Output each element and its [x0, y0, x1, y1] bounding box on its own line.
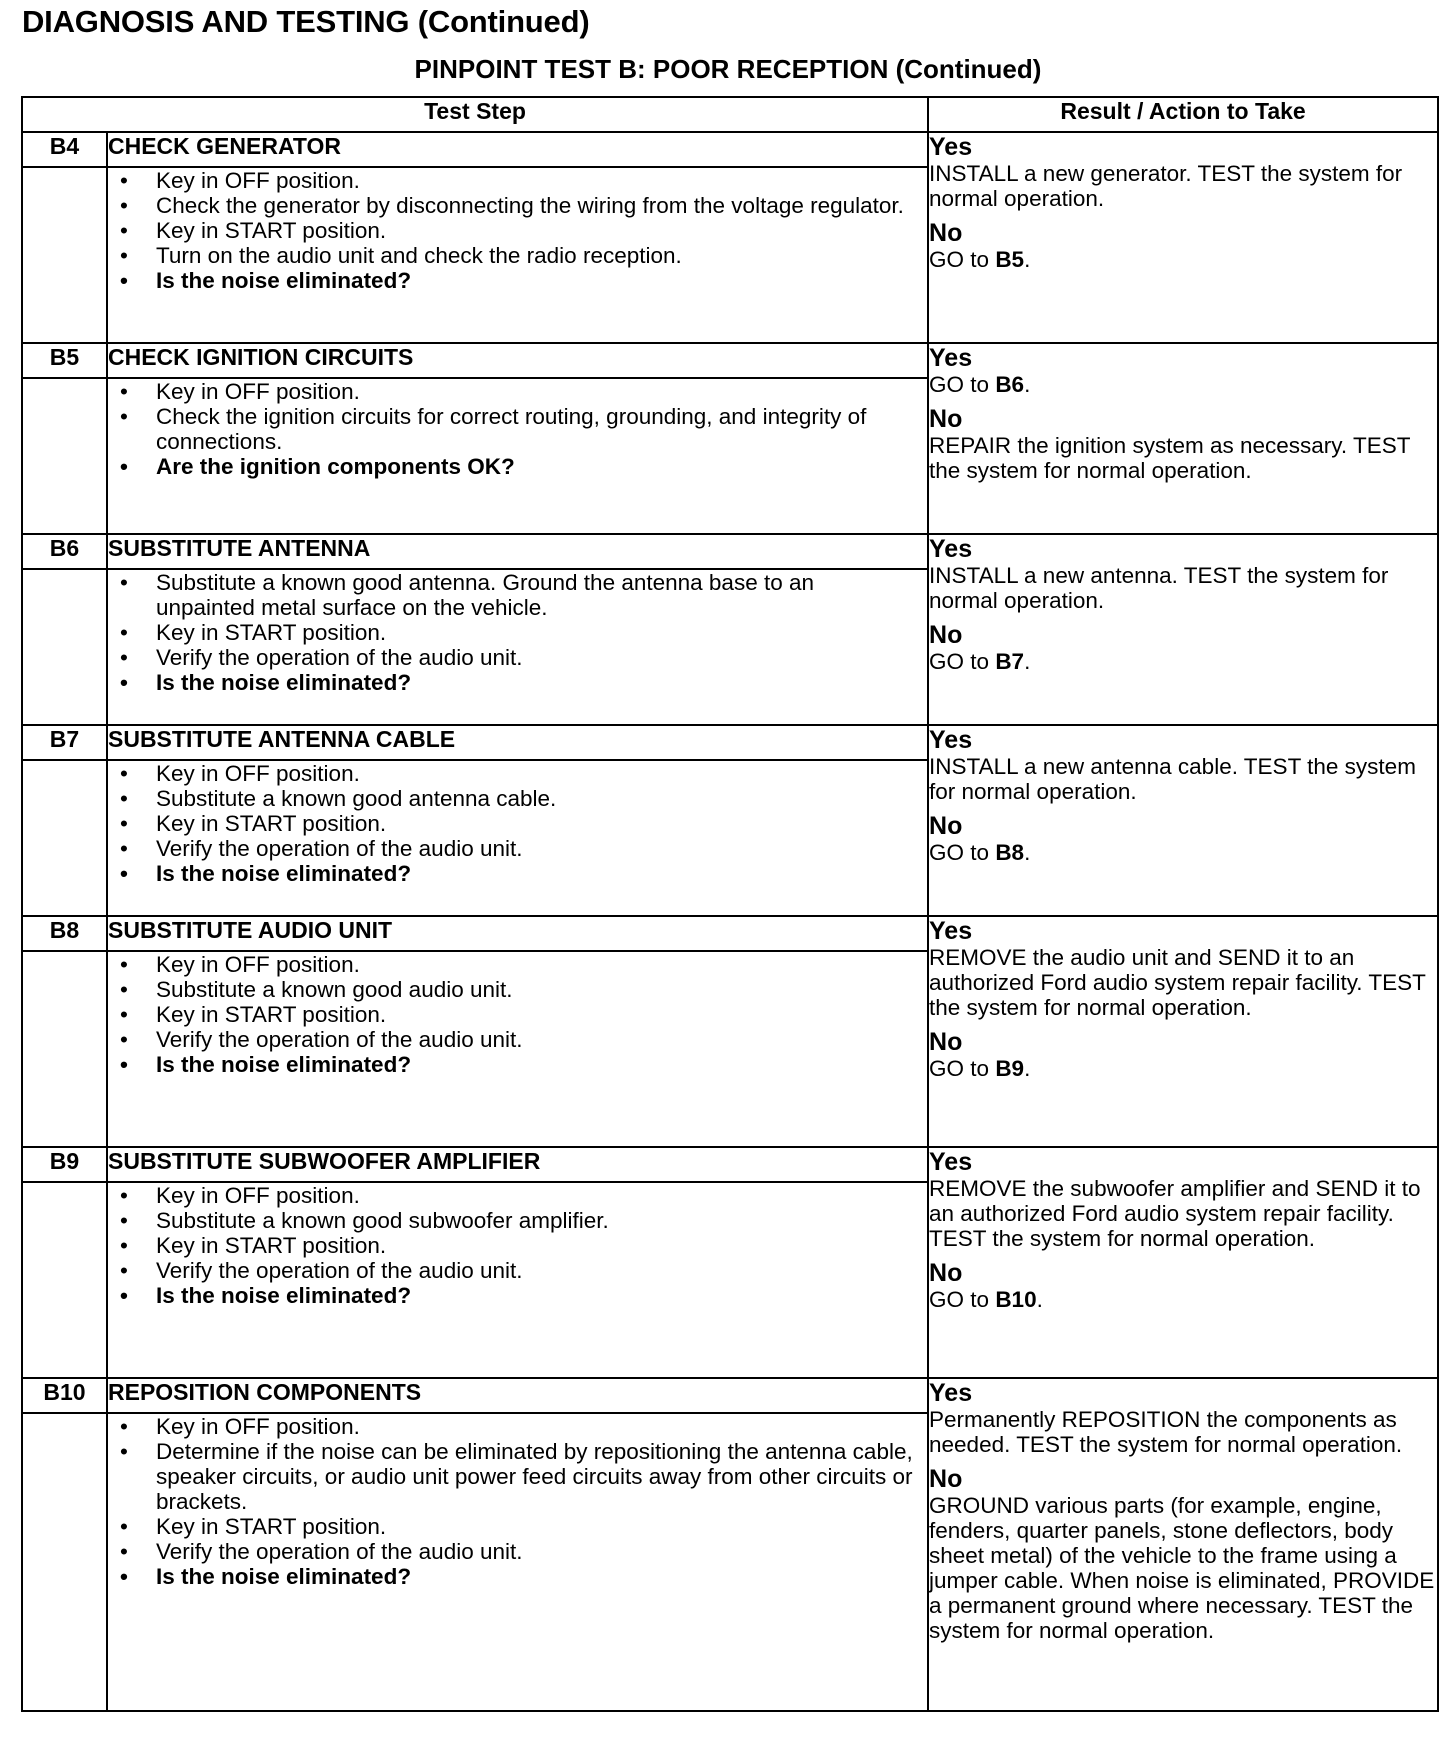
step-title: CHECK IGNITION CIRCUITS — [107, 343, 928, 378]
result-yes — [929, 917, 1437, 1020]
instruction-text: Key in OFF position. — [156, 1414, 360, 1439]
step-instructions — [107, 760, 928, 916]
step-question: Is the noise eliminated? — [156, 1283, 412, 1308]
yes-action-text — [929, 563, 1437, 613]
instruction-text: Verify the operation of the audio unit. — [156, 836, 523, 861]
result-no — [929, 812, 1437, 865]
step-header-row — [22, 1147, 1438, 1182]
step-id: B4 — [22, 132, 107, 167]
result-cell — [928, 1147, 1438, 1378]
yes-action-text — [929, 1176, 1437, 1251]
no-tail: . — [1024, 840, 1031, 865]
yes-action: REMOVE the audio unit and SEND it to an authorized Ford audio system repair facility. TEST the system for normal operation. — [929, 945, 1426, 1020]
yes-action: INSTALL a new antenna. TEST the system for normal operation. — [929, 563, 1389, 613]
list-item — [108, 218, 927, 243]
column-header-test-step: Test Step — [22, 97, 928, 132]
step-body-spacer — [22, 378, 107, 534]
list-item — [108, 1414, 927, 1439]
list-item — [108, 1439, 927, 1514]
list-item — [108, 1027, 927, 1052]
bullet-icon: • — [120, 379, 128, 404]
instruction-text: Check the ignition circuits for correct routing, grounding, and integrity of connections. — [156, 404, 867, 454]
list-item — [108, 786, 927, 811]
instruction-text: Key in OFF position. — [156, 1183, 360, 1208]
step-body-spacer — [22, 760, 107, 916]
no-step-reference: B8 — [995, 840, 1025, 865]
step-question: Is the noise eliminated? — [156, 1052, 412, 1077]
instruction-text: Substitute a known good antenna cable. — [156, 786, 557, 811]
yes-label: Yes — [929, 917, 973, 945]
list-item — [108, 243, 927, 268]
bullet-icon: • — [120, 1514, 128, 1539]
table-header-row — [22, 97, 1438, 132]
step-question: Are the ignition components OK? — [156, 454, 515, 479]
bullet-icon: • — [120, 645, 128, 670]
bullet-icon: • — [120, 952, 128, 977]
no-action-text — [929, 247, 1437, 272]
no-tail: . — [1024, 1056, 1031, 1081]
yes-tail: . — [1024, 372, 1031, 397]
step-instructions — [107, 569, 928, 725]
list-item-question — [108, 670, 927, 695]
step-body-spacer — [22, 951, 107, 1147]
step-instructions — [107, 167, 928, 343]
no-action-text — [929, 433, 1437, 483]
list-item — [108, 168, 927, 193]
bullet-icon: • — [120, 1002, 128, 1027]
instruction-text: Key in OFF position. — [156, 379, 360, 404]
instruction-text: Key in OFF position. — [156, 168, 360, 193]
yes-action: GO to — [929, 372, 990, 397]
step-question: Is the noise eliminated? — [156, 268, 412, 293]
step-header-row — [22, 725, 1438, 760]
step-id: B7 — [22, 725, 107, 760]
pinpoint-test-table — [21, 96, 1439, 1712]
step-instructions — [107, 378, 928, 534]
bullet-icon: • — [120, 861, 128, 886]
yes-action-text — [929, 1407, 1437, 1457]
no-tail: . — [1036, 1287, 1043, 1312]
step-title: SUBSTITUTE ANTENNA — [107, 534, 928, 569]
step-id: B10 — [22, 1378, 107, 1413]
yes-action-text — [929, 754, 1437, 804]
no-action: GO to — [929, 1287, 990, 1312]
yes-step-reference: B6 — [995, 372, 1025, 397]
result-no — [929, 219, 1437, 272]
step-title: REPOSITION COMPONENTS — [107, 1378, 928, 1413]
list-item-question — [108, 1564, 927, 1589]
step-title: SUBSTITUTE ANTENNA CABLE — [107, 725, 928, 760]
result-no — [929, 405, 1437, 483]
result-cell — [928, 132, 1438, 343]
bullet-icon: • — [120, 243, 128, 268]
no-step-reference: B7 — [995, 649, 1025, 674]
bullet-icon: • — [120, 620, 128, 645]
step-question: Is the noise eliminated? — [156, 861, 412, 886]
yes-action: INSTALL a new antenna cable. TEST the system for normal operation. — [929, 754, 1416, 804]
list-item-question — [108, 1283, 927, 1308]
list-item — [108, 836, 927, 861]
no-action-text — [929, 1493, 1437, 1643]
bullet-icon: • — [120, 1027, 128, 1052]
bullet-icon: • — [120, 1052, 128, 1077]
list-item — [108, 645, 927, 670]
result-yes — [929, 133, 1437, 211]
column-header-result: Result / Action to Take — [928, 97, 1438, 132]
step-body-spacer — [22, 167, 107, 343]
yes-label: Yes — [929, 344, 973, 372]
list-item — [108, 1208, 927, 1233]
no-action: GO to — [929, 1056, 990, 1081]
step-id: B5 — [22, 343, 107, 378]
list-item-question — [108, 1052, 927, 1077]
step-id: B9 — [22, 1147, 107, 1182]
no-action: GO to — [929, 840, 990, 865]
instruction-text: Key in START position. — [156, 620, 387, 645]
bullet-icon: • — [120, 1183, 128, 1208]
yes-label: Yes — [929, 133, 973, 161]
bullet-icon: • — [120, 404, 128, 429]
list-item — [108, 1539, 927, 1564]
instruction-list — [108, 379, 927, 479]
page-title: DIAGNOSIS AND TESTING (Continued) — [22, 4, 590, 39]
instruction-text: Check the generator by disconnecting the wiring from the voltage regulator. — [156, 193, 904, 218]
step-id: B6 — [22, 534, 107, 569]
no-label: No — [929, 812, 963, 840]
result-yes — [929, 344, 1437, 397]
step-body-spacer — [22, 1413, 107, 1711]
step-title: SUBSTITUTE SUBWOOFER AMPLIFIER — [107, 1147, 928, 1182]
no-action: GO to — [929, 649, 990, 674]
step-id: B8 — [22, 916, 107, 951]
list-item — [108, 620, 927, 645]
bullet-icon: • — [120, 1539, 128, 1564]
instruction-text: Key in START position. — [156, 218, 387, 243]
bullet-icon: • — [120, 193, 128, 218]
bullet-icon: • — [120, 1414, 128, 1439]
bullet-icon: • — [120, 836, 128, 861]
no-tail: . — [1024, 649, 1031, 674]
bullet-icon: • — [120, 1439, 128, 1464]
list-item-question — [108, 454, 927, 479]
no-action: GROUND various parts (for example, engine, fenders, quarter panels, stone deflectors, body sheet metal) of the vehicle to the frame using a jumper cable. When noise is eliminated, PROVIDE a permanent ground where necessary. TEST the system for normal operation. — [929, 1493, 1435, 1643]
step-instructions — [107, 1182, 928, 1378]
instruction-text: Key in OFF position. — [156, 761, 360, 786]
result-yes — [929, 1148, 1437, 1251]
no-action: GO to — [929, 247, 990, 272]
bullet-icon: • — [120, 786, 128, 811]
list-item — [108, 570, 927, 620]
list-item — [108, 1233, 927, 1258]
instruction-text: Verify the operation of the audio unit. — [156, 1258, 523, 1283]
bullet-icon: • — [120, 454, 128, 479]
instruction-text: Substitute a known good subwoofer amplifier. — [156, 1208, 609, 1233]
yes-label: Yes — [929, 1379, 973, 1407]
instruction-list — [108, 1183, 927, 1308]
bullet-icon: • — [120, 761, 128, 786]
no-label: No — [929, 405, 963, 433]
step-body-spacer — [22, 1182, 107, 1378]
yes-action: Permanently REPOSITION the components as needed. TEST the system for normal operation. — [929, 1407, 1403, 1457]
step-title: CHECK GENERATOR — [107, 132, 928, 167]
result-no — [929, 1465, 1437, 1643]
bullet-icon: • — [120, 811, 128, 836]
list-item — [108, 1514, 927, 1539]
result-yes — [929, 535, 1437, 613]
step-header-row — [22, 132, 1438, 167]
result-no — [929, 621, 1437, 674]
result-cell — [928, 1378, 1438, 1711]
step-question: Is the noise eliminated? — [156, 670, 412, 695]
bullet-icon: • — [120, 1258, 128, 1283]
list-item-question — [108, 861, 927, 886]
result-cell — [928, 725, 1438, 916]
yes-label: Yes — [929, 1148, 973, 1176]
instruction-text: Verify the operation of the audio unit. — [156, 645, 523, 670]
instruction-text: Verify the operation of the audio unit. — [156, 1539, 523, 1564]
instruction-text: Substitute a known good antenna. Ground the antenna base to an unpainted metal surface on the vehicle. — [156, 570, 815, 620]
list-item — [108, 977, 927, 1002]
result-cell — [928, 916, 1438, 1147]
instruction-text: Determine if the noise can be eliminated by repositioning the antenna cable, speaker circuits, or audio unit power feed circuits away from other circuits or brackets. — [156, 1439, 913, 1514]
instruction-text: Key in START position. — [156, 1233, 387, 1258]
list-item — [108, 1183, 927, 1208]
step-instructions — [107, 1413, 928, 1711]
instruction-list — [108, 1414, 927, 1589]
instruction-text: Substitute a known good audio unit. — [156, 977, 513, 1002]
no-label: No — [929, 621, 963, 649]
list-item — [108, 193, 927, 218]
no-tail: . — [1024, 247, 1031, 272]
no-label: No — [929, 1028, 963, 1056]
yes-label: Yes — [929, 726, 973, 754]
step-question: Is the noise eliminated? — [156, 1564, 412, 1589]
bullet-icon: • — [120, 570, 128, 595]
pinpoint-test-title: PINPOINT TEST B: POOR RECEPTION (Continued) — [414, 54, 1042, 84]
result-no — [929, 1259, 1437, 1312]
no-label: No — [929, 219, 963, 247]
bullet-icon: • — [120, 1208, 128, 1233]
step-title: SUBSTITUTE AUDIO UNIT — [107, 916, 928, 951]
instruction-list — [108, 570, 927, 695]
step-header-row — [22, 1378, 1438, 1413]
instruction-text: Key in START position. — [156, 1002, 387, 1027]
bullet-icon: • — [120, 168, 128, 193]
no-action-text — [929, 840, 1437, 865]
instruction-text: Key in START position. — [156, 1514, 387, 1539]
bullet-icon: • — [120, 670, 128, 695]
list-item — [108, 379, 927, 404]
instruction-list — [108, 952, 927, 1077]
no-step-reference: B10 — [995, 1287, 1037, 1312]
yes-action: REMOVE the subwoofer amplifier and SEND it to an authorized Ford audio system repair facility. TEST the system for normal operation. — [929, 1176, 1421, 1251]
bullet-icon: • — [120, 977, 128, 1002]
list-item — [108, 404, 927, 454]
result-yes — [929, 1379, 1437, 1457]
step-header-row — [22, 916, 1438, 951]
result-cell — [928, 534, 1438, 725]
yes-label: Yes — [929, 535, 973, 563]
bullet-icon: • — [120, 268, 128, 293]
no-action-text — [929, 649, 1437, 674]
step-body-spacer — [22, 569, 107, 725]
instruction-text: Turn on the audio unit and check the radio reception. — [156, 243, 682, 268]
yes-action-text — [929, 372, 1437, 397]
list-item — [108, 761, 927, 786]
list-item — [108, 1002, 927, 1027]
result-no — [929, 1028, 1437, 1081]
instruction-list — [108, 168, 927, 293]
result-yes — [929, 726, 1437, 804]
no-step-reference: B5 — [995, 247, 1025, 272]
instruction-text: Key in OFF position. — [156, 952, 360, 977]
no-action-text — [929, 1287, 1437, 1312]
no-action-text — [929, 1056, 1437, 1081]
yes-action-text — [929, 945, 1437, 1020]
bullet-icon: • — [120, 1233, 128, 1258]
list-item — [108, 811, 927, 836]
bullet-icon: • — [120, 218, 128, 243]
yes-action-text — [929, 161, 1437, 211]
list-item — [108, 1258, 927, 1283]
yes-action: INSTALL a new generator. TEST the system for normal operation. — [929, 161, 1403, 211]
list-item — [108, 952, 927, 977]
instruction-text: Verify the operation of the audio unit. — [156, 1027, 523, 1052]
no-label: No — [929, 1465, 963, 1493]
no-label: No — [929, 1259, 963, 1287]
instruction-list — [108, 761, 927, 886]
step-header-row — [22, 534, 1438, 569]
bullet-icon: • — [120, 1283, 128, 1308]
bullet-icon: • — [120, 1564, 128, 1589]
list-item-question — [108, 268, 927, 293]
no-step-reference: B9 — [995, 1056, 1025, 1081]
steps-body — [22, 132, 1438, 1711]
instruction-text: Key in START position. — [156, 811, 387, 836]
result-cell — [928, 343, 1438, 534]
step-header-row — [22, 343, 1438, 378]
no-action: REPAIR the ignition system as necessary. TEST the system for normal operation. — [929, 433, 1411, 483]
step-instructions — [107, 951, 928, 1147]
